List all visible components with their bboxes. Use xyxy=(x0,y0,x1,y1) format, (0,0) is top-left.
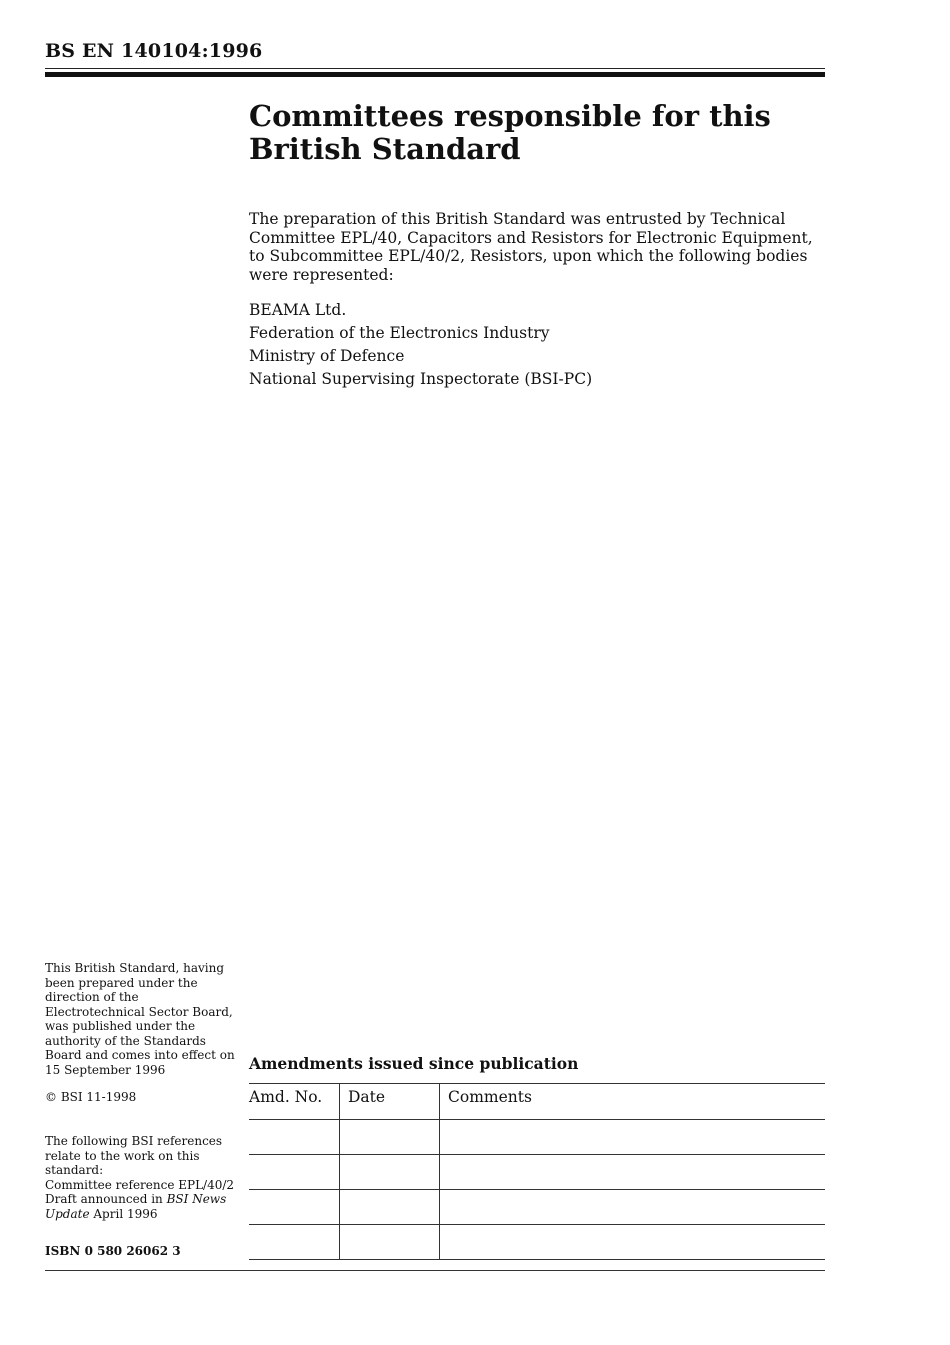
list-item: National Supervising Inspectorate (BSI-PC) xyxy=(249,370,593,388)
table-cell xyxy=(340,1155,440,1190)
draft-date: April 1996 xyxy=(93,1206,158,1221)
isbn: ISBN 0 580 26062 3 xyxy=(45,1244,181,1258)
table-cell xyxy=(440,1190,826,1225)
copyright-note: © BSI 11-1998 xyxy=(45,1090,137,1104)
table-cell xyxy=(340,1190,440,1225)
draft-publication: BSI News Update xyxy=(45,1192,227,1221)
references-intro: The following BSI references relate to the work on this standard: xyxy=(45,1134,223,1177)
column-header-comments: Comments xyxy=(440,1084,826,1120)
draft-announcement xyxy=(45,1192,240,1221)
draft-prefix: Draft announced in xyxy=(45,1192,163,1206)
represented-bodies-list xyxy=(249,299,819,391)
table-cell xyxy=(440,1120,826,1155)
table-cell xyxy=(340,1225,440,1260)
document-code: BS EN 140104:1996 xyxy=(45,40,263,62)
list-item: BEAMA Ltd. xyxy=(249,301,347,319)
amendments-heading: Amendments issued since publication xyxy=(249,1054,579,1073)
table-cell xyxy=(340,1120,440,1155)
table-cell xyxy=(440,1225,826,1260)
column-header-amd-no: Amd. No. xyxy=(249,1084,340,1120)
table-cell xyxy=(440,1155,826,1190)
table-cell xyxy=(249,1190,340,1225)
table-cell xyxy=(249,1155,340,1190)
table-row xyxy=(249,1225,825,1260)
intro-paragraph: The preparation of this British Standard was entrusted by Technical Committee EPL/40, Capacitors and Resistors for Electronic Equipment, to Subcommittee EPL/40/2, Resistors, upon which the following bodies were represented: xyxy=(249,210,813,284)
footer-rule xyxy=(45,1270,825,1271)
bsi-references xyxy=(45,1134,240,1221)
list-item: Ministry of Defence xyxy=(249,347,405,365)
amendments-table xyxy=(249,1083,825,1260)
table-row xyxy=(249,1155,825,1190)
table-cell xyxy=(249,1120,340,1155)
table-cell xyxy=(249,1225,340,1260)
column-header-date: Date xyxy=(340,1084,440,1120)
table-header-row xyxy=(249,1084,825,1120)
header-thick-rule xyxy=(45,72,825,77)
list-item: Federation of the Electronics Industry xyxy=(249,324,550,342)
table-row xyxy=(249,1120,825,1155)
header-thin-rule xyxy=(45,68,825,69)
page-title: Committees responsible for this British Standard xyxy=(249,99,771,166)
table-row xyxy=(249,1190,825,1225)
publication-note: This British Standard, having been prepared under the direction of the Electrotechnical Sector Board, was published under the authority of the Standards Board and comes into effect on 15 September 1996 xyxy=(45,961,235,1077)
committee-reference: Committee reference EPL/40/2 xyxy=(45,1177,235,1192)
